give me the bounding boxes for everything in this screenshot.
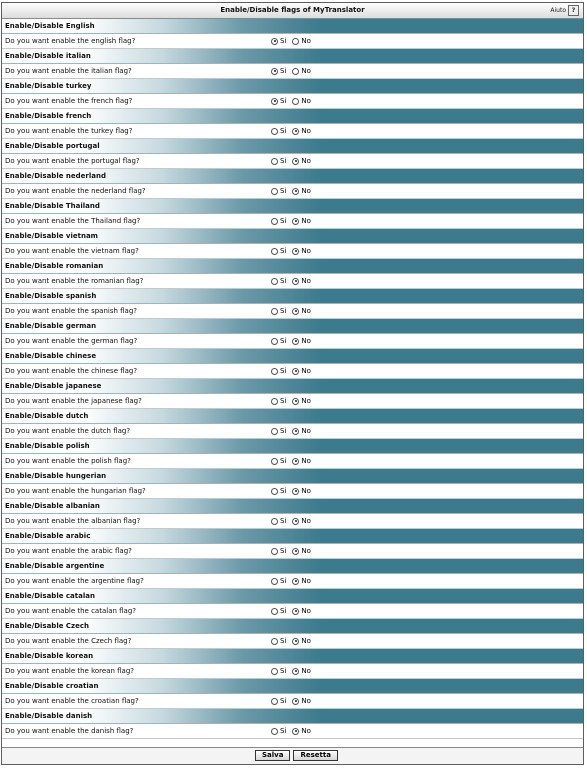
help-link[interactable]	[550, 5, 579, 16]
section-header	[2, 439, 583, 454]
question-row	[2, 124, 583, 139]
question-text: Do you want enable the french flag?	[5, 97, 133, 105]
radio-label-no: No	[301, 367, 311, 375]
radio-option-yes[interactable]	[271, 187, 286, 195]
question-row	[2, 484, 583, 499]
yes-no-radio-group	[271, 217, 317, 225]
yes-no-radio-group	[271, 697, 317, 705]
section-header-label: Enable/Disable romanian	[5, 262, 104, 270]
question-row	[2, 664, 583, 679]
radio-option-no[interactable]	[292, 337, 311, 345]
radio-label-yes: Si	[280, 697, 287, 705]
section-header-label: Enable/Disable dutch	[5, 412, 89, 420]
yes-no-radio-group	[271, 487, 317, 495]
radio-option-no[interactable]	[292, 217, 311, 225]
section-header	[2, 649, 583, 664]
yes-no-radio-group	[271, 367, 317, 375]
question-text: Do you want enable the english flag?	[5, 37, 136, 45]
radio-option-yes[interactable]	[271, 697, 286, 705]
radio-yes[interactable]	[271, 338, 278, 345]
radio-no[interactable]	[292, 98, 299, 105]
question-row	[2, 514, 583, 529]
radio-option-no[interactable]	[292, 577, 311, 585]
radio-option-no[interactable]	[292, 97, 311, 105]
radio-no[interactable]	[292, 548, 299, 555]
radio-label-no: No	[301, 37, 311, 45]
radio-option-no[interactable]	[292, 247, 311, 255]
section-header-label: Enable/Disable albanian	[5, 502, 100, 510]
question-text: Do you want enable the Czech flag?	[5, 637, 132, 645]
question-row	[2, 64, 583, 79]
question-text: Do you want enable the Thailand flag?	[5, 217, 141, 225]
radio-label-no: No	[301, 67, 311, 75]
radio-option-no[interactable]	[292, 307, 311, 315]
radio-yes[interactable]	[271, 38, 278, 45]
radio-yes[interactable]	[271, 668, 278, 675]
radio-option-no[interactable]	[292, 457, 311, 465]
section-header	[2, 379, 583, 394]
section-header-label: Enable/Disable argentine	[5, 562, 105, 570]
radio-yes[interactable]	[271, 428, 278, 435]
reset-button[interactable]: Resetta	[293, 750, 337, 761]
radio-yes[interactable]	[271, 608, 278, 615]
radio-label-no: No	[301, 217, 311, 225]
radio-label-no: No	[301, 97, 311, 105]
radio-label-no: No	[301, 457, 311, 465]
radio-label-yes: Si	[280, 517, 287, 525]
radio-no[interactable]	[292, 188, 299, 195]
question-text: Do you want enable the portugal flag?	[5, 157, 140, 165]
radio-option-no[interactable]	[292, 397, 311, 405]
question-text: Do you want enable the japanese flag?	[5, 397, 142, 405]
section-header	[2, 319, 583, 334]
yes-no-radio-group	[271, 457, 317, 465]
radio-yes[interactable]	[271, 68, 278, 75]
radio-label-yes: Si	[280, 37, 287, 45]
radio-option-no[interactable]	[292, 607, 311, 615]
radio-no[interactable]	[292, 278, 299, 285]
section-header	[2, 199, 583, 214]
radio-option-yes[interactable]	[271, 157, 286, 165]
section-header	[2, 619, 583, 634]
yes-no-radio-group	[271, 157, 317, 165]
radio-label-no: No	[301, 727, 311, 735]
question-text: Do you want enable the danish flag?	[5, 727, 134, 735]
section-header	[2, 289, 583, 304]
radio-no[interactable]	[292, 368, 299, 375]
radio-option-no[interactable]	[292, 367, 311, 375]
question-text: Do you want enable the hungarian flag?	[5, 487, 146, 495]
question-text: Do you want enable the dutch flag?	[5, 427, 131, 435]
question-row	[2, 154, 583, 169]
question-row	[2, 34, 583, 49]
radio-yes[interactable]	[271, 518, 278, 525]
section-header-label: Enable/Disable french	[5, 112, 92, 120]
yes-no-radio-group	[271, 247, 317, 255]
section-header-label: Enable/Disable English	[5, 22, 95, 30]
question-text: Do you want enable the croatian flag?	[5, 697, 139, 705]
radio-label-yes: Si	[280, 217, 287, 225]
radio-option-yes[interactable]	[271, 727, 286, 735]
radio-no[interactable]	[292, 638, 299, 645]
section-header-label: Enable/Disable korean	[5, 652, 94, 660]
radio-option-no[interactable]	[292, 487, 311, 495]
question-row	[2, 544, 583, 559]
section-header-label: Enable/Disable italian	[5, 52, 91, 60]
radio-option-yes[interactable]	[271, 37, 286, 45]
section-header	[2, 559, 583, 574]
radio-option-yes[interactable]	[271, 427, 286, 435]
radio-label-yes: Si	[280, 667, 287, 675]
radio-option-no[interactable]	[292, 277, 311, 285]
radio-label-yes: Si	[280, 487, 287, 495]
yes-no-radio-group	[271, 67, 317, 75]
question-text: Do you want enable the nederland flag?	[5, 187, 146, 195]
section-header-label: Enable/Disable spanish	[5, 292, 97, 300]
question-text: Do you want enable the german flag?	[5, 337, 138, 345]
radio-label-no: No	[301, 187, 311, 195]
section-header-label: Enable/Disable catalan	[5, 592, 95, 600]
radio-yes[interactable]	[271, 158, 278, 165]
question-text: Do you want enable the korean flag?	[5, 667, 134, 675]
section-header	[2, 79, 583, 94]
radio-label-yes: Si	[280, 187, 287, 195]
radio-label-yes: Si	[280, 607, 287, 615]
radio-option-no[interactable]	[292, 727, 311, 735]
title-bar	[2, 3, 583, 19]
radio-option-yes[interactable]	[271, 307, 286, 315]
radio-label-no: No	[301, 487, 311, 495]
question-text: Do you want enable the argentine flag?	[5, 577, 144, 585]
radio-yes[interactable]	[271, 278, 278, 285]
section-header	[2, 709, 583, 724]
radio-option-no[interactable]	[292, 547, 311, 555]
radio-option-yes[interactable]	[271, 127, 286, 135]
section-header	[2, 499, 583, 514]
radio-label-no: No	[301, 667, 311, 675]
radio-yes[interactable]	[271, 188, 278, 195]
section-header	[2, 409, 583, 424]
question-row	[2, 604, 583, 619]
radio-option-yes[interactable]	[271, 487, 286, 495]
section-header	[2, 19, 583, 34]
question-row	[2, 724, 583, 739]
radio-label-no: No	[301, 607, 311, 615]
radio-label-yes: Si	[280, 97, 287, 105]
yes-no-radio-group	[271, 97, 317, 105]
radio-yes[interactable]	[271, 458, 278, 465]
yes-no-radio-group	[271, 307, 317, 315]
question-text: Do you want enable the spanish flag?	[5, 307, 137, 315]
radio-option-no[interactable]	[292, 637, 311, 645]
radio-label-yes: Si	[280, 157, 287, 165]
radio-no[interactable]	[292, 488, 299, 495]
radio-label-no: No	[301, 697, 311, 705]
section-header-label: Enable/Disable nederland	[5, 172, 106, 180]
radio-label-yes: Si	[280, 457, 287, 465]
section-header	[2, 169, 583, 184]
yes-no-radio-group	[271, 187, 317, 195]
radio-yes[interactable]	[271, 728, 278, 735]
radio-no[interactable]	[292, 668, 299, 675]
radio-label-yes: Si	[280, 427, 287, 435]
radio-label-yes: Si	[280, 307, 287, 315]
radio-no[interactable]	[292, 398, 299, 405]
radio-label-no: No	[301, 157, 311, 165]
radio-option-yes[interactable]	[271, 457, 286, 465]
radio-label-yes: Si	[280, 337, 287, 345]
radio-yes[interactable]	[271, 638, 278, 645]
section-header-label: Enable/Disable Thailand	[5, 202, 100, 210]
section-header	[2, 229, 583, 244]
section-header	[2, 49, 583, 64]
radio-option-no[interactable]	[292, 697, 311, 705]
radio-yes[interactable]	[271, 698, 278, 705]
yes-no-radio-group	[271, 547, 317, 555]
radio-no[interactable]	[292, 218, 299, 225]
question-row	[2, 574, 583, 589]
yes-no-radio-group	[271, 607, 317, 615]
section-header	[2, 109, 583, 124]
section-header	[2, 469, 583, 484]
radio-option-no[interactable]	[292, 37, 311, 45]
radio-label-no: No	[301, 337, 311, 345]
section-header-label: Enable/Disable vietnam	[5, 232, 98, 240]
section-header-label: Enable/Disable Czech	[5, 622, 89, 630]
radio-no[interactable]	[292, 158, 299, 165]
radio-label-no: No	[301, 247, 311, 255]
radio-yes[interactable]	[271, 578, 278, 585]
radio-yes[interactable]	[271, 308, 278, 315]
radio-option-yes[interactable]	[271, 637, 286, 645]
radio-option-yes[interactable]	[271, 397, 286, 405]
section-header	[2, 259, 583, 274]
radio-yes[interactable]	[271, 248, 278, 255]
radio-option-no[interactable]	[292, 127, 311, 135]
section-header	[2, 529, 583, 544]
section-header-label: Enable/Disable chinese	[5, 352, 97, 360]
radio-no[interactable]	[292, 578, 299, 585]
radio-label-no: No	[301, 577, 311, 585]
yes-no-radio-group	[271, 427, 317, 435]
radio-no[interactable]	[292, 428, 299, 435]
radio-no[interactable]	[292, 518, 299, 525]
radio-option-no[interactable]	[292, 667, 311, 675]
question-text: Do you want enable the vietnam flag?	[5, 247, 139, 255]
radio-yes[interactable]	[271, 128, 278, 135]
radio-option-no[interactable]	[292, 67, 311, 75]
radio-option-no[interactable]	[292, 427, 311, 435]
radio-no[interactable]	[292, 458, 299, 465]
window-title: Enable/Disable flags of MyTranslator	[220, 6, 365, 14]
radio-no[interactable]	[292, 608, 299, 615]
question-text: Do you want enable the turkey flag?	[5, 127, 133, 135]
section-header	[2, 139, 583, 154]
radio-option-yes[interactable]	[271, 247, 286, 255]
settings-list	[2, 19, 583, 739]
form-footer	[2, 747, 583, 764]
radio-label-yes: Si	[280, 397, 287, 405]
yes-no-radio-group	[271, 277, 317, 285]
yes-no-radio-group	[271, 577, 317, 585]
radio-option-yes[interactable]	[271, 217, 286, 225]
radio-option-no[interactable]	[292, 187, 311, 195]
radio-option-yes[interactable]	[271, 547, 286, 555]
question-row	[2, 454, 583, 469]
question-row	[2, 304, 583, 319]
radio-label-yes: Si	[280, 727, 287, 735]
radio-yes[interactable]	[271, 548, 278, 555]
yes-no-radio-group	[271, 127, 317, 135]
radio-option-yes[interactable]	[271, 97, 286, 105]
radio-no[interactable]	[292, 698, 299, 705]
radio-yes[interactable]	[271, 98, 278, 105]
radio-no[interactable]	[292, 728, 299, 735]
yes-no-radio-group	[271, 397, 317, 405]
question-text: Do you want enable the albanian flag?	[5, 517, 141, 525]
radio-no[interactable]	[292, 68, 299, 75]
radio-label-no: No	[301, 517, 311, 525]
radio-label-yes: Si	[280, 637, 287, 645]
question-text: Do you want enable the chinese flag?	[5, 367, 138, 375]
yes-no-radio-group	[271, 517, 317, 525]
radio-option-yes[interactable]	[271, 577, 286, 585]
question-row	[2, 424, 583, 439]
radio-no[interactable]	[292, 128, 299, 135]
radio-no[interactable]	[292, 338, 299, 345]
radio-yes[interactable]	[271, 368, 278, 375]
section-header-label: Enable/Disable japanese	[5, 382, 102, 390]
radio-label-no: No	[301, 277, 311, 285]
radio-label-yes: Si	[280, 247, 287, 255]
radio-no[interactable]	[292, 308, 299, 315]
radio-label-no: No	[301, 397, 311, 405]
radio-option-yes[interactable]	[271, 367, 286, 375]
radio-label-yes: Si	[280, 577, 287, 585]
section-header	[2, 589, 583, 604]
radio-yes[interactable]	[271, 218, 278, 225]
section-header-label: Enable/Disable croatian	[5, 682, 99, 690]
radio-option-yes[interactable]	[271, 667, 286, 675]
question-text: Do you want enable the italian flag?	[5, 67, 132, 75]
question-row	[2, 274, 583, 289]
question-row	[2, 364, 583, 379]
question-row	[2, 634, 583, 649]
question-row	[2, 394, 583, 409]
radio-yes[interactable]	[271, 488, 278, 495]
yes-no-radio-group	[271, 727, 317, 735]
radio-option-no[interactable]	[292, 517, 311, 525]
section-header	[2, 679, 583, 694]
radio-yes[interactable]	[271, 398, 278, 405]
yes-no-radio-group	[271, 637, 317, 645]
help-icon[interactable]: ?	[568, 5, 579, 16]
radio-no[interactable]	[292, 38, 299, 45]
radio-label-yes: Si	[280, 127, 287, 135]
section-header-label: Enable/Disable portugal	[5, 142, 100, 150]
radio-label-no: No	[301, 427, 311, 435]
section-header-label: Enable/Disable turkey	[5, 82, 92, 90]
section-header-label: Enable/Disable german	[5, 322, 97, 330]
radio-label-no: No	[301, 637, 311, 645]
radio-label-no: No	[301, 307, 311, 315]
radio-option-no[interactable]	[292, 157, 311, 165]
flags-settings-window	[1, 2, 584, 765]
question-row	[2, 244, 583, 259]
section-header-label: Enable/Disable hungerian	[5, 472, 107, 480]
radio-label-yes: Si	[280, 367, 287, 375]
section-header-label: Enable/Disable polish	[5, 442, 90, 450]
radio-label-yes: Si	[280, 67, 287, 75]
radio-option-yes[interactable]	[271, 517, 286, 525]
question-text: Do you want enable the romanian flag?	[5, 277, 144, 285]
yes-no-radio-group	[271, 37, 317, 45]
section-header-label: Enable/Disable arabic	[5, 532, 91, 540]
yes-no-radio-group	[271, 337, 317, 345]
radio-label-no: No	[301, 547, 311, 555]
question-text: Do you want enable the arabic flag?	[5, 547, 132, 555]
question-row	[2, 184, 583, 199]
radio-option-yes[interactable]	[271, 67, 286, 75]
radio-label-yes: Si	[280, 547, 287, 555]
radio-no[interactable]	[292, 248, 299, 255]
radio-label-yes: Si	[280, 277, 287, 285]
question-row	[2, 334, 583, 349]
save-button[interactable]: Salva	[255, 750, 290, 761]
question-row	[2, 94, 583, 109]
radio-label-no: No	[301, 127, 311, 135]
question-text: Do you want enable the catalan flag?	[5, 607, 136, 615]
question-text: Do you want enable the polish flag?	[5, 457, 131, 465]
radio-option-yes[interactable]	[271, 607, 286, 615]
radio-option-yes[interactable]	[271, 277, 286, 285]
help-label: Aiuto	[550, 7, 566, 14]
question-row	[2, 214, 583, 229]
section-header-label: Enable/Disable danish	[5, 712, 93, 720]
question-row	[2, 694, 583, 709]
radio-option-yes[interactable]	[271, 337, 286, 345]
yes-no-radio-group	[271, 667, 317, 675]
section-header	[2, 349, 583, 364]
